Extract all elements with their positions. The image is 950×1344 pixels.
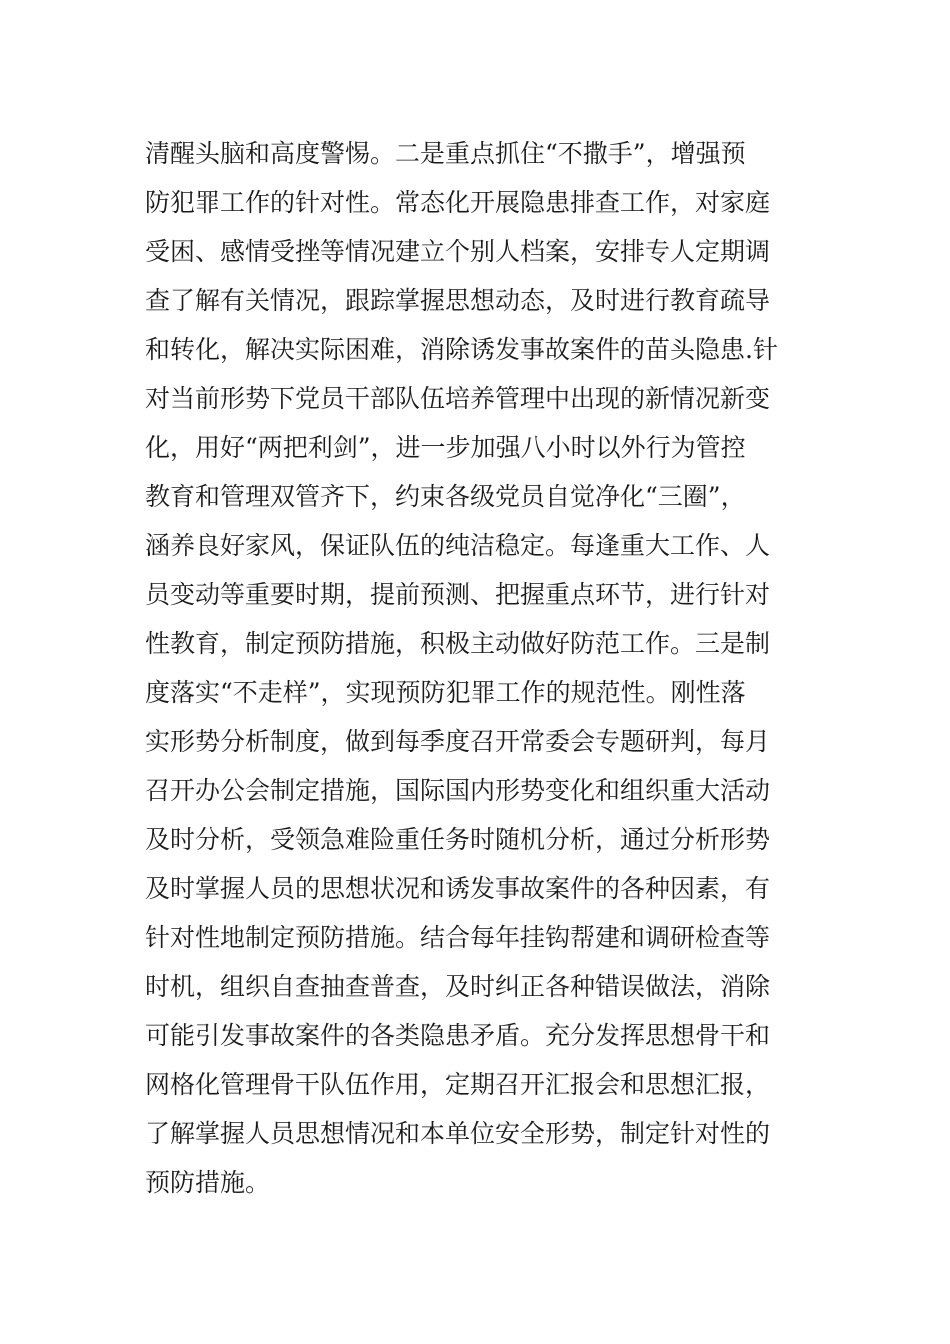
text-line: 涵养良好家风，保证队伍的纯洁稳定。每逢重大工作、人 <box>145 531 771 560</box>
text-line: 实形势分析制度，做到每季度召开常委会专题研判，每月 <box>145 727 771 756</box>
text-line: 针对性地制定预防措施。结合每年挂钩帮建和调研检查等 <box>145 923 771 952</box>
text-line: 员变动等重要时期，提前预测、把握重点环节，进行针对 <box>145 580 771 609</box>
text-line: 及时掌握人员的思想状况和诱发事故案件的各种因素，有 <box>145 874 771 903</box>
text-line: 时机，组织自查抽查普查，及时纠正各种错误做法，消除 <box>145 972 771 1001</box>
text-line: 对当前形势下党员干部队伍培养管理中出现的新情况新变 <box>145 384 771 413</box>
text-line: 度落实“不走样”，实现预防犯罪工作的规范性。刚性落 <box>145 678 746 707</box>
text-line: 网格化管理骨干队伍作用，定期召开汇报会和思想汇报， <box>145 1070 771 1099</box>
text-line: 召开办公会制定措施，国际国内形势变化和组织重大活动 <box>145 776 771 805</box>
text-line: 清醒头脑和高度警惕。二是重点抓住“不撒手”，增强预 <box>145 139 746 168</box>
text-line: 了解掌握人员思想情况和本单位安全形势，制定针对性的 <box>145 1119 771 1148</box>
text-line: 受困、感情受挫等情况建立个别人档案，安排专人定期调 <box>145 237 771 266</box>
text-line: 教育和管理双管齐下，约束各级党员自觉净化“三圈”， <box>145 482 746 511</box>
text-line: 和转化，解决实际困难，消除诱发事故案件的苗头隐患.针 <box>145 335 778 364</box>
text-line: 及时分析，受领急难险重任务时随机分析，通过分析形势 <box>145 825 771 854</box>
text-line: 可能引发事故案件的各类隐患矛盾。充分发挥思想骨干和 <box>145 1021 771 1050</box>
paragraph <box>145 129 815 1207</box>
text-line: 查了解有关情况，跟踪掌握思想动态，及时进行教育疏导 <box>145 286 771 315</box>
text-line: 性教育，制定预防措施，积极主动做好防范工作。三是制 <box>145 629 771 658</box>
text-line: 预防措施。 <box>145 1168 271 1197</box>
text-line: 防犯罪工作的针对性。常态化开展隐患排查工作，对家庭 <box>145 188 771 217</box>
text-line: 化，用好“两把利剑”，进一步加强八小时以外行为管控 <box>145 433 746 462</box>
